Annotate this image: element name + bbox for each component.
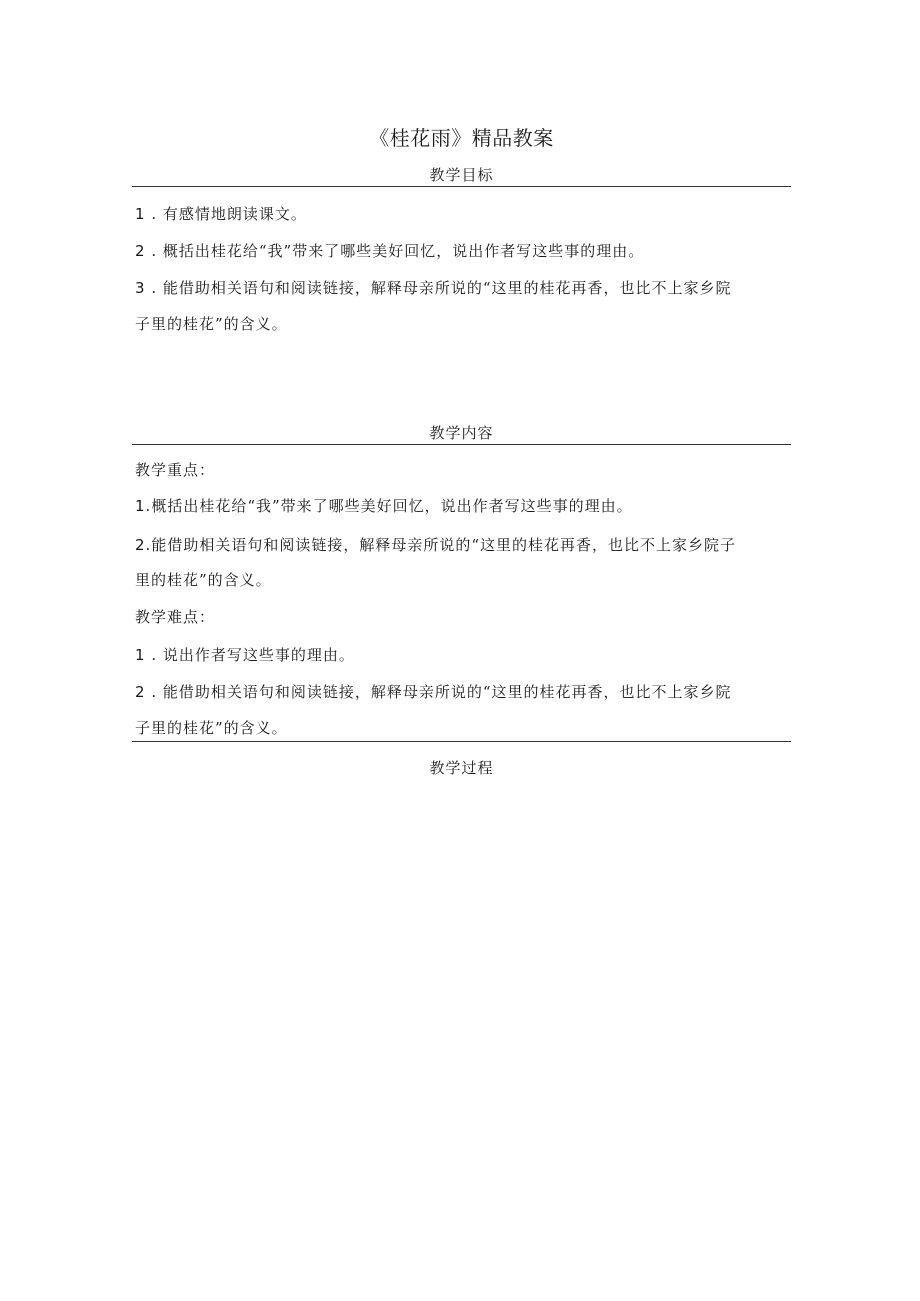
item-number: 2. [135, 536, 152, 554]
item-number: 1 [135, 205, 146, 223]
key-point-item-2-continued: 里的桂花”的含义。 [135, 571, 272, 589]
item-text: 概括出桂花给“我”带来了哪些美好回忆，说出作者写这些事的理由。 [151, 497, 633, 515]
objectives-heading: 教学目标 [429, 166, 494, 184]
objective-item-3-continued: 子里的桂花”的含义。 [135, 315, 288, 333]
item-text: 能借助相关语句和阅读链接，解释母亲所说的“这里的桂花再香，也比不上家乡院子 [151, 536, 736, 554]
item-text: . 能借助相关语句和阅读链接，解释母亲所说的“这里的桂花再香，也比不上家乡院 [145, 279, 732, 297]
objective-item-3 [135, 277, 791, 298]
document-title: 《桂花雨》精品教案 [369, 126, 554, 150]
difficulty-item-1 [135, 644, 791, 665]
item-text: . 概括出桂花给“我”带来了哪些美好回忆，说出作者写这些事的理由。 [145, 242, 645, 260]
difficulty-item-2 [135, 681, 791, 702]
objectives-divider [132, 186, 791, 187]
key-point-item-2 [135, 534, 791, 555]
item-text: . 能借助相关语句和阅读链接，解释母亲所说的“这里的桂花再香，也比不上家乡院 [145, 683, 732, 701]
process-heading: 教学过程 [429, 759, 494, 777]
process-divider [132, 741, 791, 742]
item-text: . 说出作者写这些事的理由。 [145, 646, 355, 664]
item-number: 1. [135, 497, 152, 515]
key-points-label: 教学重点： [135, 461, 216, 479]
item-number: 3 [135, 279, 146, 297]
item-number: 1 [135, 646, 146, 664]
difficulty-item-2-continued: 子里的桂花”的含义。 [135, 719, 288, 737]
item-number: 2 [135, 242, 146, 260]
content-divider [132, 444, 791, 445]
key-point-item-1 [135, 495, 791, 516]
item-number: 2 [135, 683, 146, 701]
objective-item-2 [135, 240, 791, 261]
item-text: . 有感情地朗读课文。 [145, 205, 307, 223]
objective-item-1 [135, 203, 791, 224]
difficulties-label: 教学难点： [135, 608, 216, 626]
content-heading: 教学内容 [429, 424, 494, 442]
